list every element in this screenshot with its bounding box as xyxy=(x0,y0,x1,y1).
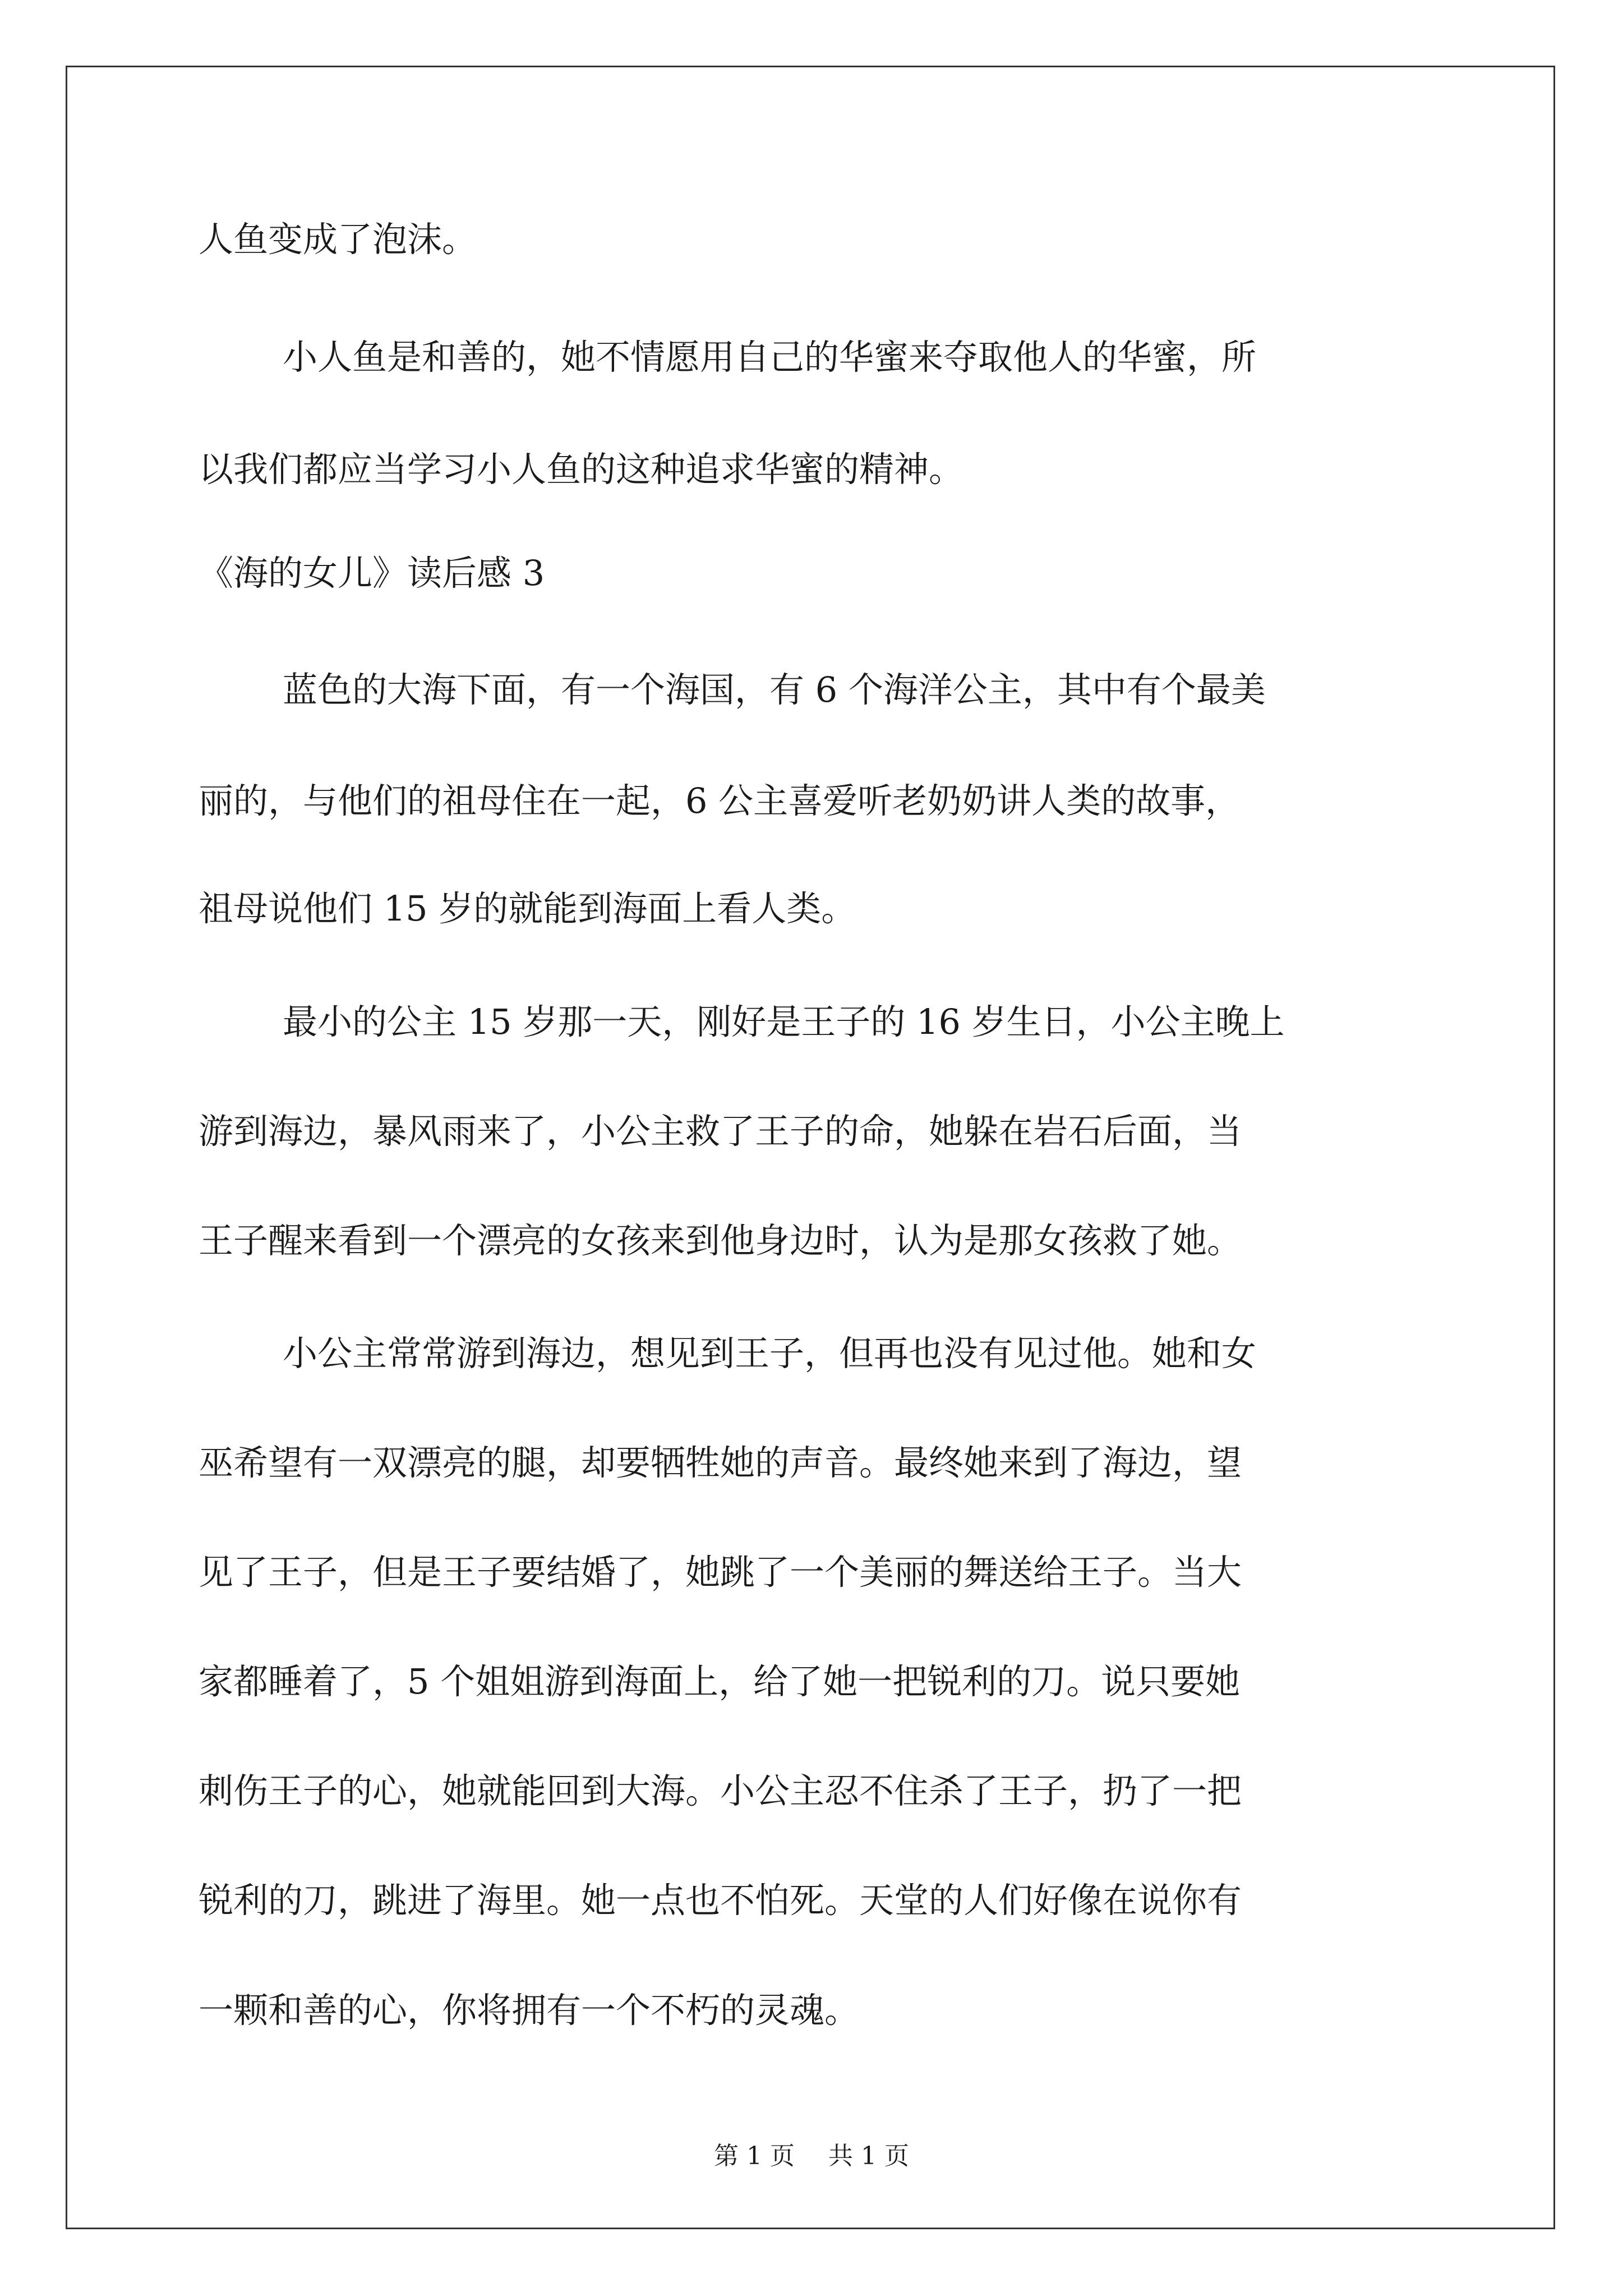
text-line: 王子醒来看到一个漂亮的女孩来到他身边时，认为是那女孩救了她。 xyxy=(199,1220,1242,1261)
text-line: 见了王子，但是王子要结婚了，她跳了一个美丽的舞送给王子。当大 xyxy=(199,1552,1242,1593)
text-line: 锐利的刀，跳进了海里。她一点也不怕死。天堂的人们好像在说你有 xyxy=(199,1880,1242,1921)
section-heading: 《海的女儿》读后感 3 xyxy=(199,553,545,593)
text-line: 一颗和善的心，你将拥有一个不朽的灵魂。 xyxy=(199,1990,860,2031)
paragraph-start-line: 小公主常常游到海边，想见到王子，但再也没有见过他。她和女 xyxy=(283,1333,1257,1374)
text-line: 刺伤王子的心，她就能回到大海。小公主忍不住杀了王子，扔了一把 xyxy=(199,1770,1242,1811)
text-line: 丽的，与他们的祖母住在一起，6 公主喜爱听老奶奶讲人类的故事， xyxy=(199,780,1241,821)
text-line: 以我们都应当学习小人鱼的这种追求华蜜的精神。 xyxy=(199,449,964,490)
text-line: 巫希望有一双漂亮的腿，却要牺牲她的声音。最终她来到了海边，望 xyxy=(199,1442,1242,1483)
text-line: 祖母说他们 15 岁的就能到海面上看人类。 xyxy=(199,888,856,929)
page-number: 第 1 页 xyxy=(714,2142,795,2170)
text-line: 游到海边，暴风雨来了，小公主救了王子的命，她躲在岩石后面，当 xyxy=(199,1111,1242,1152)
paragraph-start-line: 最小的公主 15 岁那一天，刚好是王子的 16 岁生日，小公主晚上 xyxy=(283,1001,1285,1042)
paragraph-start-line: 小人鱼是和善的，她不情愿用自己的华蜜来夺取他人的华蜜，所 xyxy=(283,337,1257,378)
page-total: 共 1 页 xyxy=(828,2142,909,2170)
text-line: 家都睡着了，5 个姐姐游到海面上，给了她一把锐利的刀。说只要她 xyxy=(199,1661,1241,1702)
page-footer xyxy=(0,2141,1623,2172)
text-line: 人鱼变成了泡沫。 xyxy=(199,219,477,260)
paragraph-start-line: 蓝色的大海下面，有一个海国，有 6 个海洋公主，其中有个最美 xyxy=(283,669,1266,710)
